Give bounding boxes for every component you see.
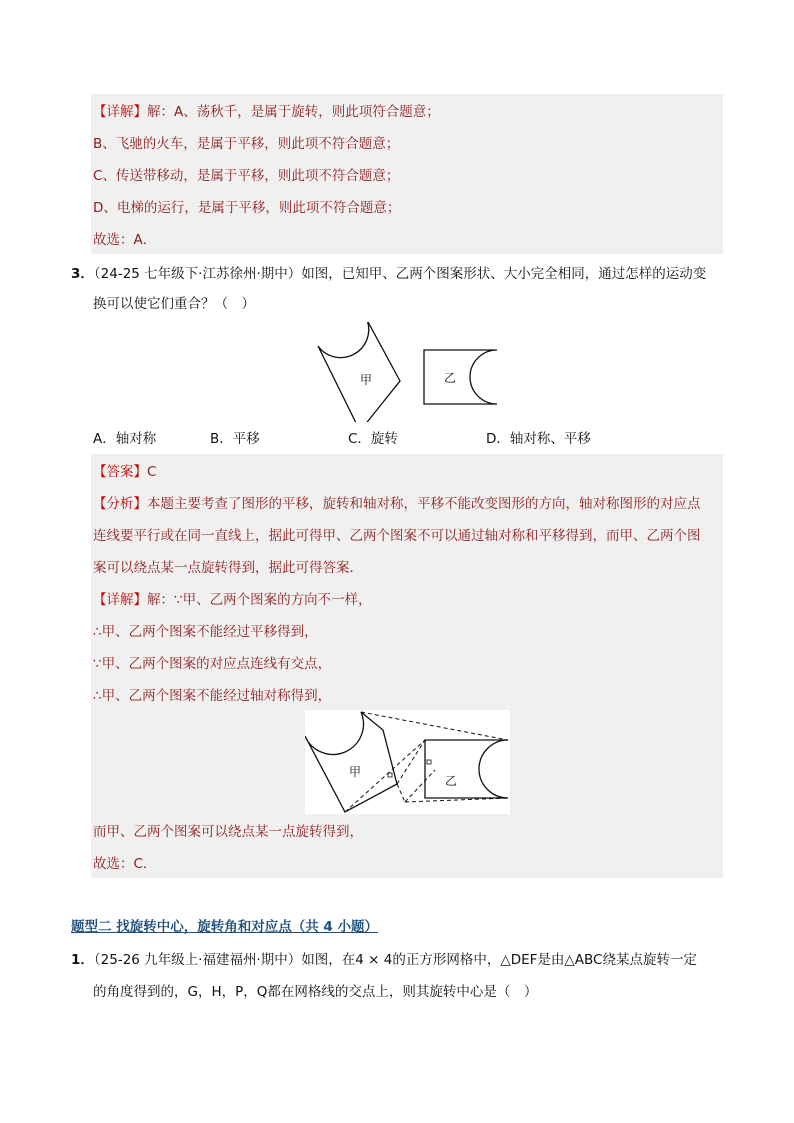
label-jia: 甲	[360, 373, 373, 387]
question-1-line-2: 的角度得到的，G，H，P，Q都在网格线的交点上，则其旋转中心是（ ）	[93, 984, 538, 1000]
figure-jia-yi	[310, 322, 510, 422]
detail2-text-1: 解：∵甲、乙两个图案的方向不一样，	[147, 592, 372, 608]
question-number: 3．	[71, 266, 94, 282]
question-number: 1．	[71, 952, 94, 968]
detail2-line-1	[93, 590, 372, 610]
answer-tag: 【答案】	[93, 464, 147, 480]
option-b[interactable]: B．平移	[210, 431, 260, 447]
question-1-line-1	[71, 950, 697, 970]
option-c[interactable]: C．旋转	[348, 431, 398, 447]
shape-yi-2	[425, 740, 508, 798]
analysis-line-2: 连线要平行或在同一直线上，据此可得甲、乙两个图案不可以通过轴对称和平移得到，而甲、乙两个图	[93, 528, 701, 544]
label-yi: 乙	[444, 371, 457, 385]
label-yi-2: 乙	[445, 774, 458, 788]
question-source: （25-26 九年级上·福建福州·期中）	[93, 952, 302, 968]
detail-line-2: B、飞驰的火车，是属于平移，则此项不符合题意；	[93, 136, 400, 152]
analysis-line-3: 案可以绕点某一点旋转得到，据此可得答案．	[93, 560, 363, 576]
answer-value: C	[147, 464, 157, 480]
option-a[interactable]: A．轴对称	[93, 431, 157, 447]
figure-rotation-construction	[305, 710, 510, 814]
detail-text: 解：A、荡秋千，是属于旋转，则此项符合题意；	[147, 104, 440, 120]
detail2-line-3: ∵甲、乙两个图案的对应点连线有交点，	[93, 656, 332, 672]
question-text: 如图，在4 × 4的正方形网格中，△DEF是由△ABC绕某点旋转一定	[301, 952, 697, 968]
shape-yi	[424, 350, 497, 404]
detail2-line-6: 故选：C．	[93, 856, 157, 872]
detail-line-5: 故选：A．	[93, 232, 157, 248]
answer-line	[93, 462, 156, 482]
shape-jia-2	[305, 712, 397, 812]
question-3-line-2: 换可以使它们重合？（ ）	[93, 296, 255, 312]
shape-jia	[318, 322, 400, 422]
analysis-tag: 【分析】	[93, 496, 147, 512]
question-source: （24-25 七年级下·江苏徐州·期中）	[93, 266, 302, 282]
detail-line-3: C、传送带移动，是属于平移，则此项不符合题意；	[93, 168, 400, 184]
analysis-text-1: 本题主要考查了图形的平移，旋转和轴对称，平移不能改变图形的方向，轴对称图形的对应点	[147, 496, 701, 512]
label-jia-2: 甲	[349, 765, 362, 779]
detail-line-4: D、电梯的运行，是属于平移，则此项不符合题意；	[93, 200, 401, 216]
detail-tag: 【详解】	[93, 104, 147, 120]
detail2-line-5: 而甲、乙两个图案可以绕点某一点旋转得到，	[93, 824, 363, 840]
detail2-line-2: ∴甲、乙两个图案不能经过平移得到，	[93, 624, 318, 640]
question-3-line-1	[71, 264, 706, 284]
detail-line-1	[93, 102, 440, 122]
section-title: 题型二 找旋转中心，旋转角和对应点（共 4 小题）	[71, 919, 378, 935]
option-d[interactable]: D．轴对称、平移	[486, 431, 591, 447]
analysis-line-1	[93, 494, 701, 514]
detail2-line-4: ∴甲、乙两个图案不能经过轴对称得到，	[93, 688, 332, 704]
detail2-tag: 【详解】	[93, 592, 147, 608]
question-text: 如图，已知甲、乙两个图案形状、大小完全相同，通过怎样的运动变	[301, 266, 707, 282]
